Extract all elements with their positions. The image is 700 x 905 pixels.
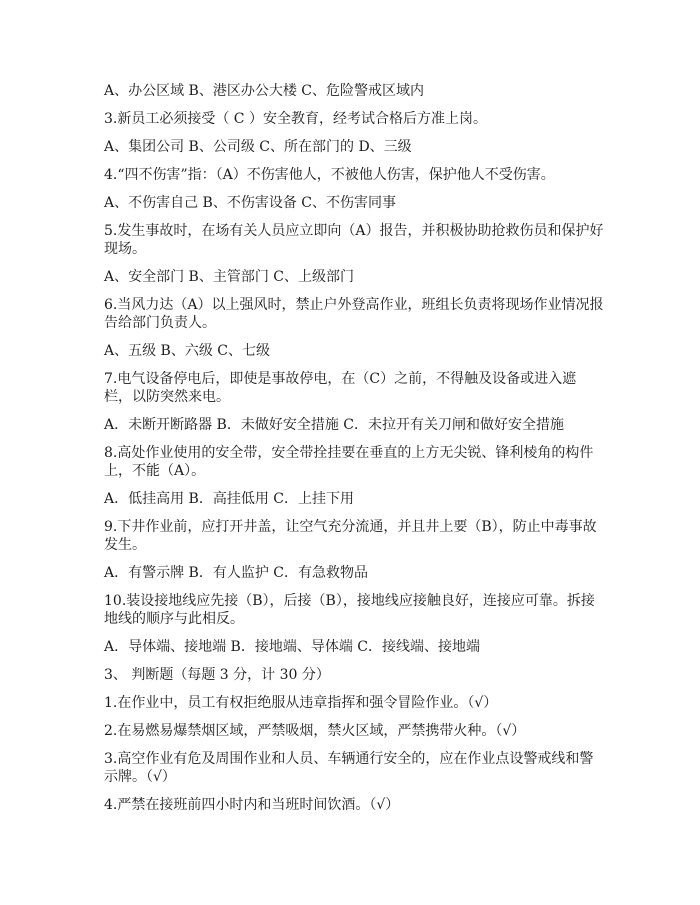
option-line-q6: A、五级 B、六级 C、七级	[104, 343, 271, 359]
question-4: 4.“四不伤害”指：（A）不伤害他人，不被他人伤害，保护他人不受伤害。	[104, 167, 555, 183]
question-7: 7.电气设备停电后，即使是事故停电，在（C）之前，不得触及设备或进入遮栏，以防突然来电。	[104, 371, 577, 405]
section-heading-judgement: 3、 判断题（每题 3 分，计 30 分）	[104, 667, 330, 683]
option-line-q2: A、办公区域 B、港区办公大楼 C、危险警戒区域内	[104, 83, 425, 99]
judgement-1: 1.在作业中，员工有权拒绝服从违章指挥和强令冒险作业。（√）	[104, 695, 498, 711]
question-9: 9.下井作业前，应打开井盖，让空气充分流通，并且井上要（B），防止中毒事故发生。	[104, 519, 597, 553]
option-line-q7: A．未断开断路器 B．未做好安全措施 C．未拉开有关刀闸和做好安全措施	[104, 417, 565, 433]
option-line-q10: A．导体端、接地端 B．接地端、导体端 C．接线端、接地端	[104, 639, 481, 655]
option-line-q4: A、不伤害自己 B、不伤害设备 C、不伤害同事	[104, 195, 397, 211]
option-line-q3: A、集团公司 B、公司级 C、所在部门的 D、三级	[104, 139, 412, 155]
judgement-4: 4.严禁在接班前四小时内和当班时间饮酒。（√）	[104, 797, 400, 813]
judgement-3: 3.高空作业有危及周围作业和人员、车辆通行安全的，应在作业点设警戒线和警示牌。（√）	[104, 751, 594, 785]
option-line-q5: A、安全部门 B、主管部门 C、上级部门	[104, 269, 355, 285]
question-3: 3.新员工必须接受（ C ）安全教育，经考试合格后方准上岗。	[104, 111, 487, 127]
question-6: 6.当风力达（A）以上强风时，禁止户外登高作业，班组长负责将现场作业情况报告给部门负责人。	[104, 297, 604, 331]
judgement-2: 2.在易燃易爆禁烟区域，严禁吸烟，禁火区域，严禁携带火种。（√）	[104, 723, 526, 739]
option-line-q9: A．有警示牌 B．有人监护 C．有急救物品	[104, 565, 369, 581]
question-8: 8.高处作业使用的安全带，安全带拴挂要在垂直的上方无尖锐、锋利棱角的构件上，不能（A）。	[104, 445, 594, 479]
question-5: 5.发生事故时，在场有关人员应立即向（A）报告，并积极协助抢救伤员和保护好现场。	[104, 223, 604, 257]
question-10: 10.装设接地线应先接（B），后接（B），接地线应接触良好，连接应可靠。拆接地线的顺序与此相反。	[104, 593, 595, 627]
option-line-q8: A．低挂高用 B．高挂低用 C．上挂下用	[104, 491, 355, 507]
